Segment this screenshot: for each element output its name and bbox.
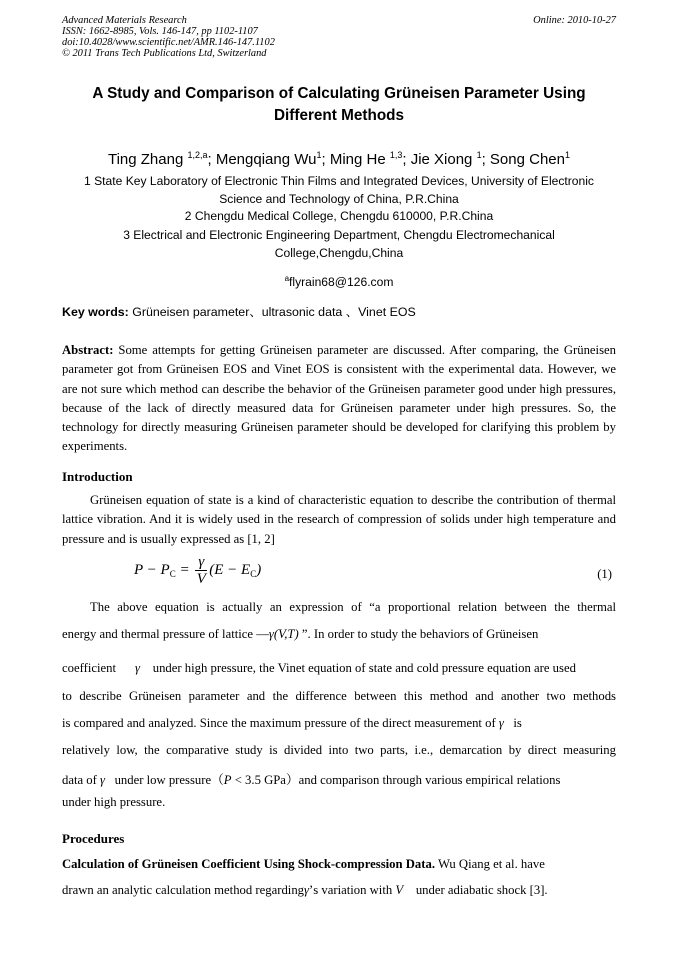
eq-equals: = [175,561,194,578]
eq-lhs: P − P [134,561,170,578]
affiliation-3 [62,227,616,262]
email-marker: a [284,274,290,283]
p2-l7-text-a: data of [62,773,97,787]
eq-sub-c1: C [169,568,176,579]
gamma-symbol: γ [304,883,310,897]
intro-p2-line-8: under high pressure. [62,795,166,809]
author-4: ; Jie Xiong [402,151,477,168]
equation-1 [134,554,261,587]
gamma-symbol: γ [100,773,106,787]
p2-l5-text-c: is [513,716,522,730]
equation-1-label: (1) [597,567,612,581]
eq-rhs: (E − E [209,561,251,578]
author-list [62,150,616,168]
p2-l5-text-a: is compared and analyzed. Since the maximum pressure of the direct measurement of [62,716,496,730]
intro-p2-line-1: The above equation is actually an expression of “a proportional relation between the thermal [90,600,616,614]
procedures-l2-text-e: under adiabatic shock [3]. [415,883,548,897]
author-5: ; Song Chen [481,151,565,168]
procedures-subheading: Calculation of Grüneisen Coefficient Using Shock-compression Data. [62,857,435,871]
author-2: ; Mengqiang Wu [207,151,317,168]
intro-p2-line-6: relatively low, the comparative study is divided into two parts, i.e., demarcation by direct measuring [62,743,616,757]
intro-p2-line-2 [62,627,616,642]
author-4-affil: 1 [476,150,482,160]
author-2-affil: 1 [316,150,322,160]
author-1-affil: 1,2,a [187,150,208,160]
doi: doi:10.4028/www.scientific.net/AMR.146-147.1102 [62,37,275,48]
title-line-1: A Study and Comparison of Calculating Grüneisen Parameter Using [92,85,586,102]
gamma-symbol: γ [135,661,141,675]
introduction-heading: Introduction [62,469,133,484]
author-3: ; Ming He [321,151,390,168]
affiliation-3-line-1: 3 Electrical and Electronic Engineering Department, Chengdu Electromechanical [123,228,555,242]
email-address[interactable]: flyrain68@126.com [289,275,394,290]
affiliation-2: 2 Chengdu Medical College, Chengdu 610000, P.R.China [184,209,494,223]
abstract-text: Some attempts for getting Grüneisen parameter are discussed. After comparing, the Grüneisen parameter got from Grüneisen EOS and Vinet EOS is consistent with the experimental data. However, we are not sure which method can describe the behavior of the Grüneisen parameter good under high pressures, because of the lack of directly measured data for Grüneisen parameter under high pressures. So, the technology for directly measuring Grüneisen parameter should be developed for clarifying this problem by experiments. [62,343,616,454]
intro-p2-line-4: to describe Grüneisen parameter and the difference between this method and another two methods [62,689,616,703]
affiliation-1-line-2: Science and Technology of China, P.R.China [219,191,459,206]
p2-l3-text-a: coefficient [62,661,117,675]
eq-numerator: γ [195,554,207,571]
title-line-2: Different Methods [273,107,405,124]
journal-name: Advanced Materials Research [62,15,187,26]
eq-denominator: V [196,571,206,587]
issn: ISSN: 1662-8985, Vols. 146-147, pp 1102-1107 [62,26,258,37]
author-3-affil: 1,3 [389,150,403,160]
intro-p2-line-3 [62,661,616,676]
eq-close: ) [256,561,262,578]
affiliation-3-line-2: College,Chengdu,China [274,245,404,260]
p2-l7-text-e: < 3.5 GPa）and comparison through various empirical relations [231,773,561,787]
procedures-heading: Procedures [62,831,125,846]
procedures-l2-text-a: drawn an analytic calculation method regarding [62,883,305,897]
p2-l7-text-c: under low pressure（ [114,773,224,787]
online-date: Online: 2010-10-27 [533,15,616,26]
pressure-symbol: P [223,773,232,787]
procedures-l2-text-c: ’s variation with [309,883,393,897]
keywords-label: Key words: [62,305,129,319]
intro-paragraph-1: Grüneisen equation of state is a kind of characteristic equation to describe the contribution of thermal lattice vibration. And it is widely used in the research of compression of solids under high temperature and pressure and is usually expressed as [1, 2] [62,493,616,546]
p2-l2-text-a: energy and thermal pressure of lattice — [62,627,269,641]
volume-symbol: V [395,883,404,897]
p2-l2-text-c: ”. In order to study the behaviors of Grüneisen [298,627,539,641]
eq-sub-c2: C [250,568,257,579]
affiliation-1 [62,173,616,208]
keywords-text: Grüneisen parameter、ultrasonic data 、Vinet EOS [128,305,416,319]
abstract [62,341,616,457]
keywords [62,302,416,320]
intro-p2-line-5 [62,716,616,731]
journal-meta [62,15,275,59]
paper-title [62,83,616,127]
abstract-label: Abstract: [62,343,114,357]
procedures-line-1 [62,857,616,872]
intro-p2-line-7 [62,769,616,788]
author-5-affil: 1 [565,150,571,160]
eq-fraction [195,554,207,587]
gamma-symbol: γ [498,716,504,730]
procedures-line-2 [62,883,616,898]
p2-l3-text-c: under high pressure, the Vinet equation of state and cold pressure equation are used [152,661,576,675]
corresponding-email [62,270,616,292]
procedures-l1-text: Wu Qiang et al. have [435,857,545,871]
affiliation-1-line-1: 1 State Key Laboratory of Electronic Thin Films and Integrated Devices, University of Electronic [84,174,594,188]
copyright: © 2011 Trans Tech Publications Ltd, Switzerland [62,48,267,59]
gamma-vt: γ(V,T) [268,627,299,641]
author-1: Ting Zhang [107,151,188,168]
